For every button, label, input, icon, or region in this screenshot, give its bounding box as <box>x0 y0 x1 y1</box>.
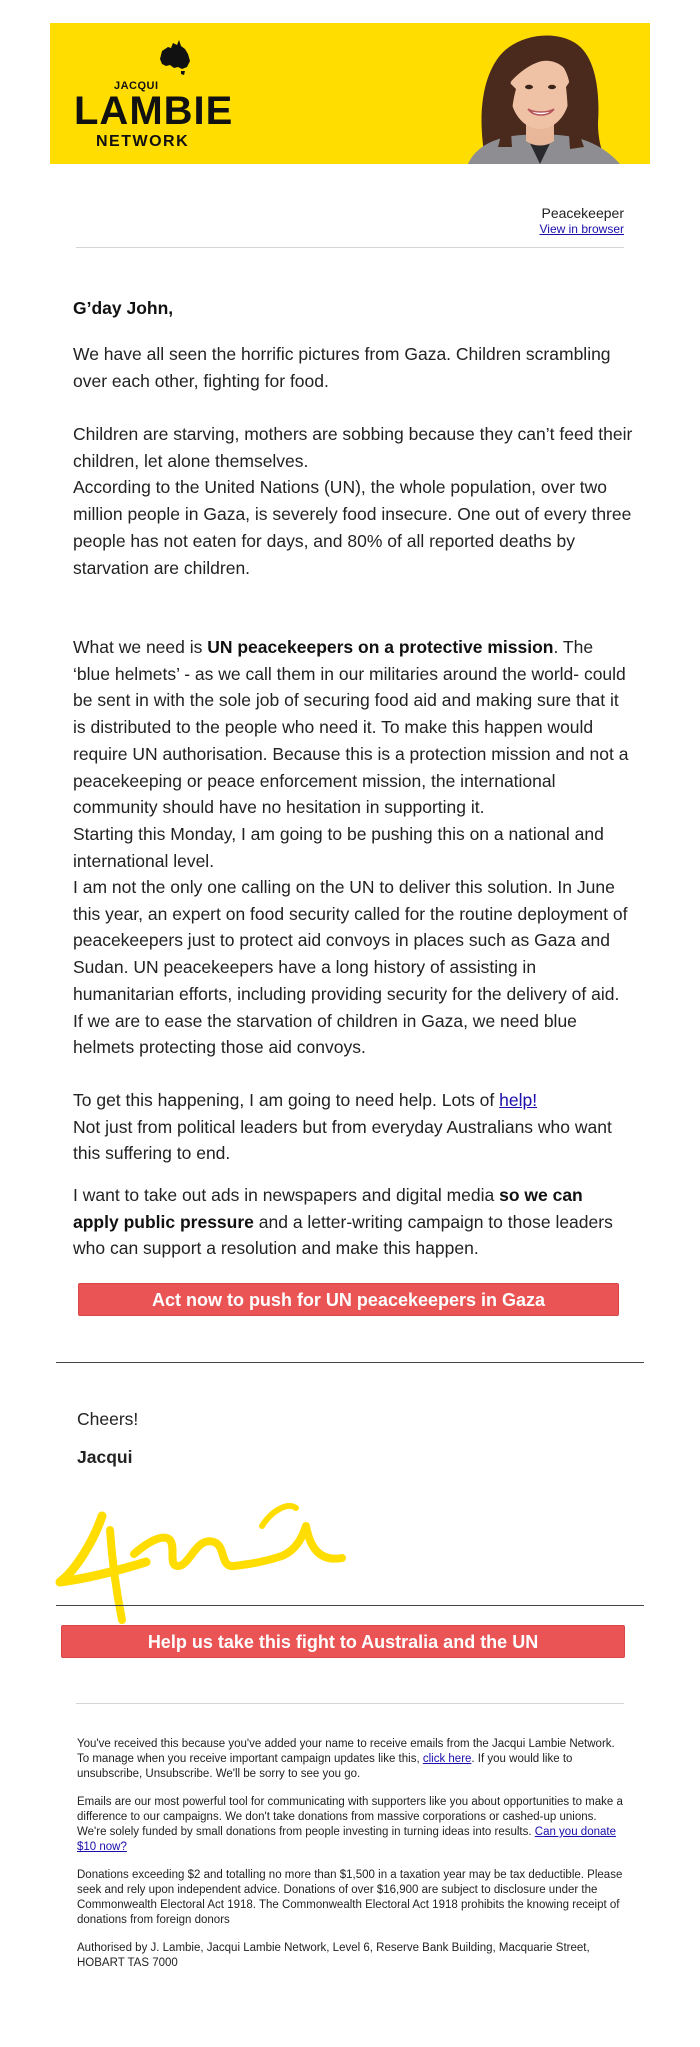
jacqui-portrait-image <box>438 23 650 164</box>
greeting: G’day John, <box>73 298 174 318</box>
body-paragraph-1: We have all seen the horrific pictures from Gaza. Children scrambling over each other, fighting for food. <box>73 344 611 391</box>
help-us-fight-button[interactable]: Help us take this fight to Australia and the UN <box>61 1625 625 1658</box>
footer-consent-text: You've received this because you've added your name to receive emails from the Jacqui Lambie Network. To manage when you receive important campaign updates like this, click here. If you would like to unsubscribe, Unsubscribe. We'll be sorry to see you go. <box>77 1738 615 1780</box>
body-paragraph-5b: Not just from political leaders but from everyday Australians who want this suffering to end. <box>73 1116 612 1164</box>
emphasis-public-pressure: so we can apply public pressure <box>73 1185 583 1232</box>
header-banner <box>50 23 650 164</box>
divider <box>56 1362 644 1363</box>
donate-link[interactable]: Can you donate $10 now? <box>77 1826 616 1853</box>
divider <box>76 1703 624 1704</box>
body-paragraph-2 <box>73 421 633 581</box>
campaign-label: Peacekeeper <box>541 205 624 221</box>
logo-network-text: NETWORK <box>96 133 190 150</box>
body-paragraph-2a: Children are starving, mothers are sobbing because they can’t feed their children, let alone themselves. <box>73 424 633 471</box>
body-paragraph-2b: According to the United Nations (UN), the whole population, over two million people in Gaza, is severely food insecure. One out of every three people has not eaten for days, and 80% of all reported deaths by starvation are children. <box>73 477 632 578</box>
body-paragraph-3: What we need is UN peacekeepers on a protective mission. The ‘blue helmets’ - as we call them in our militaries around the world- could be sent in with the sole job of securing food aid and making sure that it is distributed to the people who need it. To make this happen would require UN authorisation. Because this is a protection mission and not a peacekeeping or peace enforcement mission, the international community should have no hesitation in supporting it. Starting this Monday, I am going to be pushing this on a national and international level. <box>73 634 633 874</box>
help-link[interactable]: help! <box>499 1090 538 1110</box>
closing-cheers: Cheers! <box>77 1409 139 1429</box>
logo-lambie-text: LAMBIE <box>74 89 234 133</box>
body-paragraph-5: To get this happening, I am going to need help. Lots of help! Not just from political leaders but from everyday Australians who want this suffering to end. <box>73 1087 633 1167</box>
email-meta <box>540 205 624 237</box>
manage-preferences-link[interactable]: click here <box>422 1753 472 1765</box>
body-paragraph-6: I want to take out ads in newspapers and digital media so we can apply public pressure and a letter-writing campaign to those leaders who can support a resolution and make this happen. <box>73 1185 613 1259</box>
signature-image <box>50 1470 360 1630</box>
closing-name: Jacqui <box>77 1447 133 1467</box>
footer-authorisation-text: Authorised by J. Lambie, Jacqui Lambie Network, Level 6, Reserve Bank Building, Macquarie Street, HOBART TAS 7000 <box>77 1942 590 1969</box>
footer-funding-text: Emails are our most powerful tool for communicating with supporters like you about opportunities to make a difference to our campaigns. We don't take donations from massive corporations or cashed-up unions. We're solely funded by small donations from people investing in turning ideas into results. Can you donate $10 now? <box>77 1796 623 1853</box>
body-paragraph-4: I am not the only one calling on the UN to deliver this solution. In June this year, an expert on food security called for the routine deployment of peacekeepers just to protect aid convoys in places such as Gaza and Sudan. UN peacekeepers have a long history of assisting in humanitarian efforts, including providing security for the delivery of aid. If we are to ease the starvation of children in Gaza, we need blue helmets protecting those aid convoys. <box>73 877 628 1058</box>
divider <box>76 247 624 248</box>
divider <box>56 1605 644 1606</box>
logo-jacqui-text: JACQUI <box>114 80 159 92</box>
view-in-browser-link[interactable]: View in browser <box>539 222 624 236</box>
emphasis-un-peacekeepers: UN peacekeepers on a protective mission <box>207 637 554 657</box>
jacqui-lambie-network-logo <box>74 37 234 157</box>
footer-donations-text: Donations exceeding $2 and totalling no more than $1,500 in a taxation year may be tax deductible. Please seek and rely upon independent advice. Donations of over $16,900 are subject to disclosure under the Commonwealth Electoral Act 1918. The Commonwealth Electoral Act 1918 prohibits the knowing receipt of donations from foreign donors <box>77 1869 623 1926</box>
body-paragraph-3b: Starting this Monday, I am going to be pushing this on a national and international level. <box>73 823 604 871</box>
act-now-button[interactable]: Act now to push for UN peacekeepers in Gaza <box>78 1283 619 1316</box>
australia-map-icon <box>154 37 194 77</box>
